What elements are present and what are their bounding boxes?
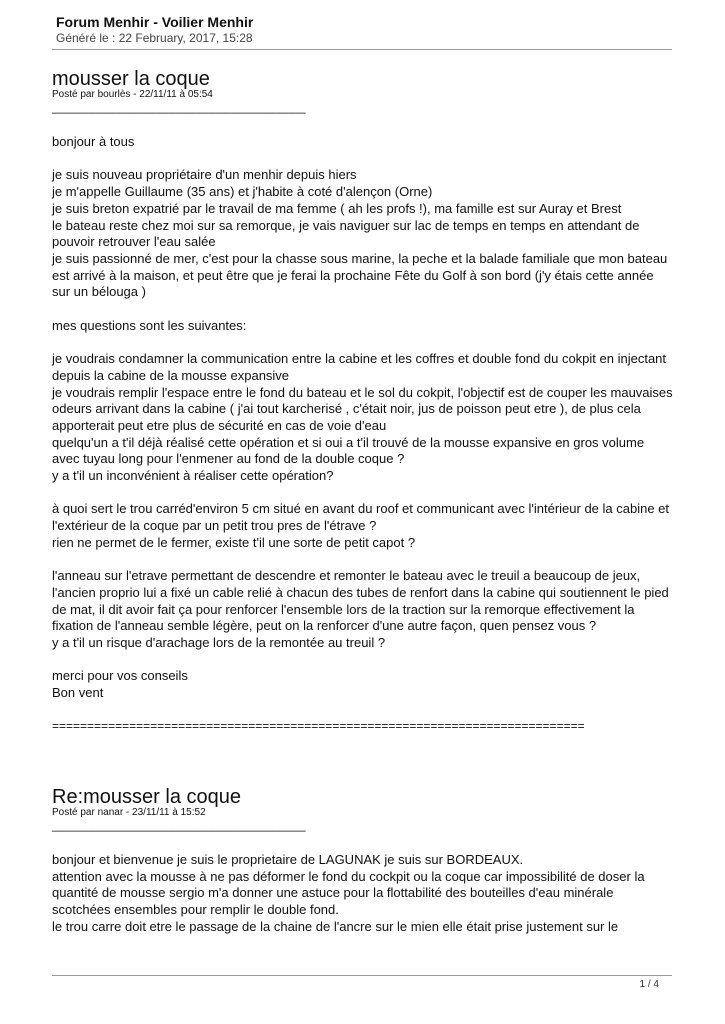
post-paragraph: mes questions sont les suivantes: [52, 317, 247, 333]
forum-title: Forum Menhir - Voilier Menhir [56, 14, 254, 30]
post-paragraph: bonjour et bienvenue je suis le proprietaire de LAGUNAK je suis sur BORDEAUX. attention avec la mousse à ne pas déformer le fond du cockpit ou la coque car impossibilité de doser la quantité de mousse sergio m'a donner une astuce pour la flottabilité des bouteilles d'eau minérale scotchées ensembles pour remplir le double fond. le trou carre doit etre le passage de la chaine de l'ancre sur le mien elle était prise justement sur le [52, 852, 645, 934]
document-header [56, 14, 253, 45]
post-rule: ______________________________________ [52, 100, 306, 114]
post-meta: Posté par nanar - 23/11/11 à 15:52 [52, 807, 206, 818]
post-1 [52, 70, 674, 733]
post-paragraph: à quoi sert le trou carréd'environ 5 cm situé en avant du roof et communicant avec l'intérieur de la cabine et l'extérieur de la coque par un petit trou pres de l'étrave ? rien ne permet de le fermer, existe t'il une sorte de petit capot ? [52, 501, 670, 550]
generated-date: Généré le : 22 February, 2017, 15:28 [56, 31, 253, 45]
post-separator: ============================================================================ [52, 718, 585, 733]
page-number: 1 / 4 [639, 979, 659, 990]
post-paragraph: je suis nouveau propriétaire d'un menhir depuis hiers je m'appelle Guillaume (35 ans) et j'habite à coté d'alençon (Orne) je suis breton expatrié par le travail de ma femme ( ah les profs !), ma famille est sur Auray et Brest le bateau reste chez moi sur sa remorque, je vais naviguer sur lac de temps en temps en attendant de pouvoir retrouver l'eau salée je suis passionné de mer, c'est pour la chasse sous marine, la peche et la balade familiale que mon bateau est arrivé à la maison, et peut être que je ferai la prochaine Fête du Golf à son bord (j'y étais cette année sur un bélouga ) [52, 167, 668, 300]
post-2 [52, 788, 674, 952]
post-title: Re:mousser la coque [52, 786, 241, 808]
post-title: mousser la coque [52, 68, 210, 90]
post-paragraph: bonjour à tous [52, 134, 135, 149]
post-body [52, 134, 674, 702]
post-paragraph: merci pour vos conseils Bon vent [52, 668, 188, 701]
post-body [52, 852, 674, 936]
post-meta: Posté par bourlès - 22/11/11 à 05:54 [52, 89, 213, 100]
header-divider [52, 49, 672, 50]
footer-divider [52, 975, 672, 976]
post-paragraph: je voudrais condamner la communication entre la cabine et les coffres et double fond du cokpit en injectant depuis la cabine de la mousse expansive je voudrais remplir l'espace entre le fond du bateau et le sol du cokpit, l'objectif est de couper les mauvaises odeurs arrivant dans la cabine ( j'ai tout karcherisé , c'était noir, jus de poisson peut etre ), de plus cela apporterait peut etre plus de sécurité en cas de voie d'eau quelqu'un a t'il déjà réalisé cette opération et si oui a t'il trouvé de la mousse expansive en gros volume avec tuyau long pour l'enmener au fond de la double coque ? y a t'il un inconvénient à réaliser cette opération? [52, 351, 673, 484]
post-rule: ______________________________________ [52, 818, 306, 832]
post-paragraph: l'anneau sur l'etrave permettant de descendre et remonter le bateau avec le treuil a beaucoup de jeux, l'ancien proprio lui a fixé un cable relié à chacun des tubes de renfort dans la cabine qui soutiennent le pied de mat, il dit avoir fait ça pour renforcer l'ensemble lors de la traction sur la remorque effectivement la fixation de l'anneau semble légère, peut on la renforcer d'une autre façon, quen pensez vous ? y a t'il un risque d'arachage lors de la remontée au treuil ? [52, 568, 669, 651]
